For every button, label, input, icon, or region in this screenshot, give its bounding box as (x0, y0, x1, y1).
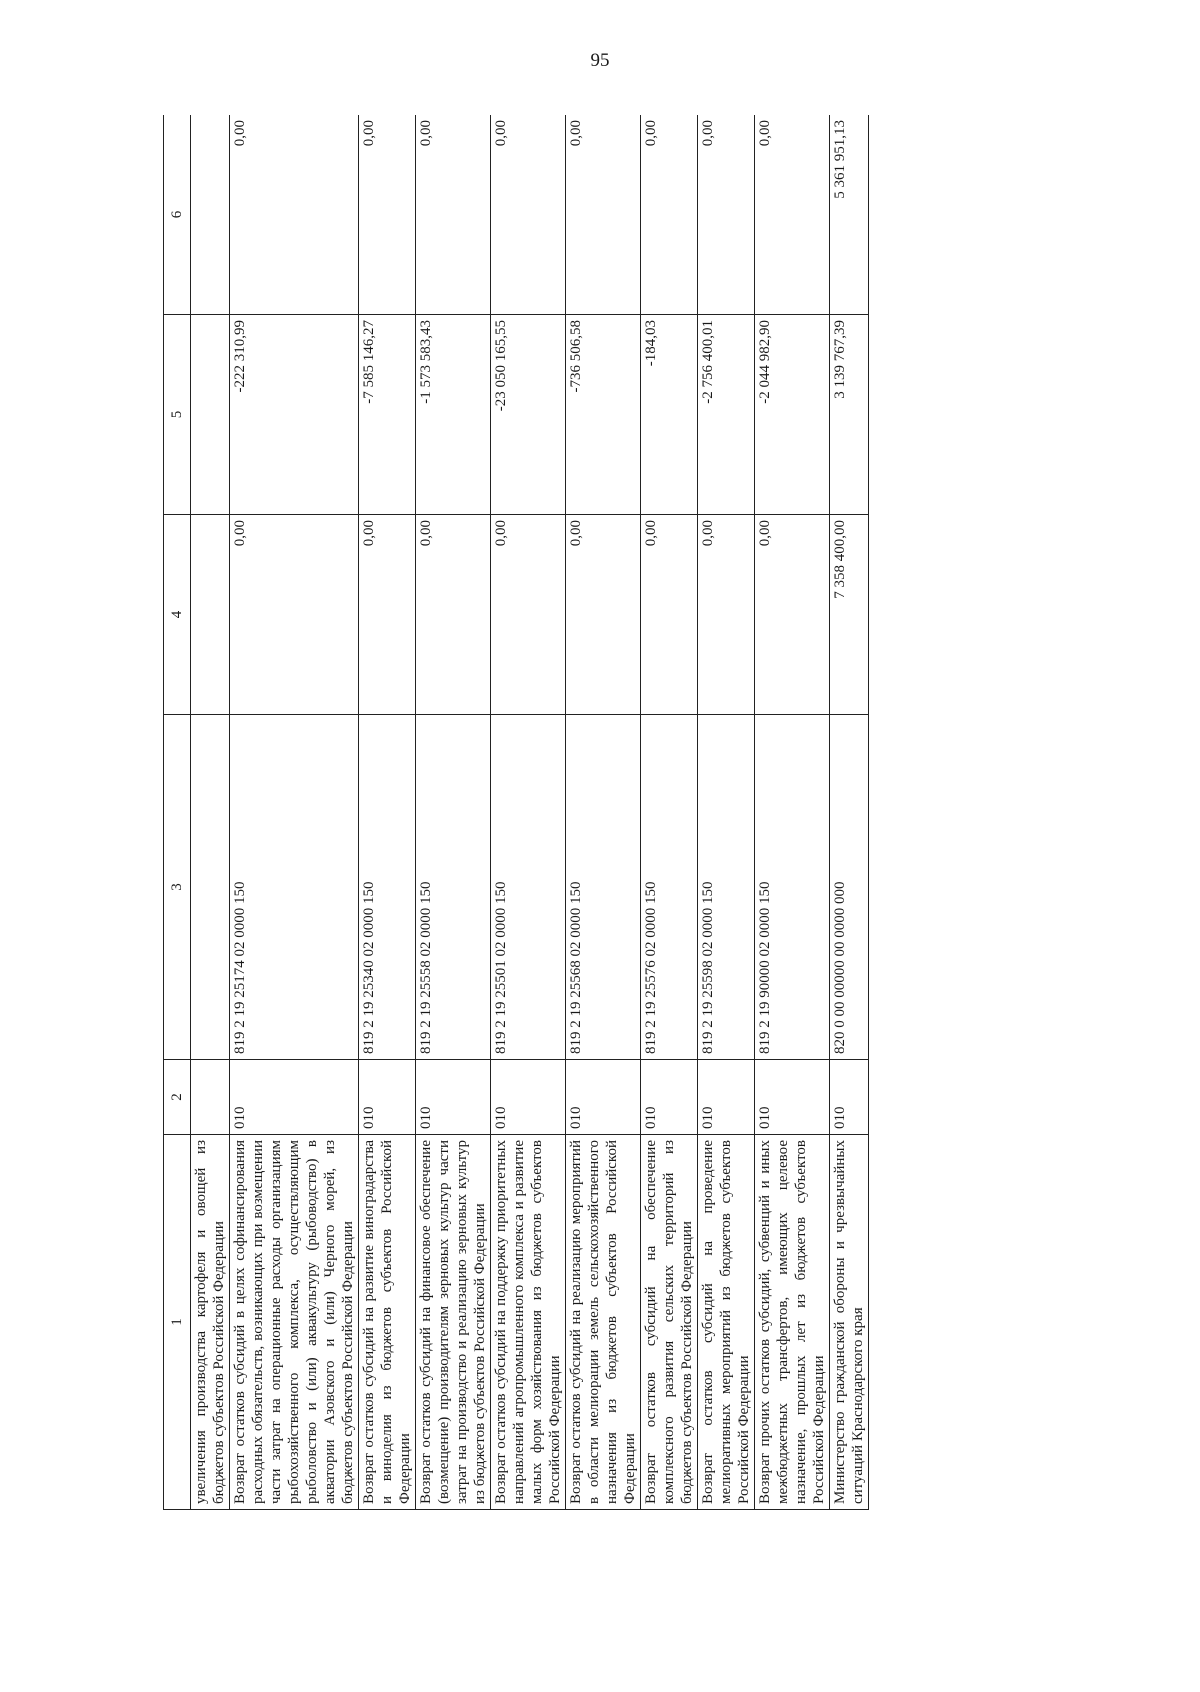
row-line-code (191, 1060, 230, 1135)
row-col5: -1 573 583,43 (416, 315, 491, 515)
row-line-code: 010 (416, 1060, 491, 1135)
row-budget-code: 819 2 19 90000 02 0000 150 (755, 715, 830, 1060)
row-line-code: 010 (359, 1060, 416, 1135)
page-number: 95 (590, 50, 610, 71)
row-budget-code: 819 2 19 25568 02 0000 150 (566, 715, 641, 1060)
table-row (491, 115, 566, 1510)
rotated-table-frame (163, 115, 1048, 1510)
row-col6: 0,00 (641, 115, 698, 315)
row-budget-code: 819 2 19 25174 02 0000 150 (230, 715, 359, 1060)
row-col6: 5 361 951,13 (830, 115, 869, 315)
table-row (416, 115, 491, 1510)
row-col4: 0,00 (641, 515, 698, 715)
row-col5: -23 050 165,55 (491, 315, 566, 515)
row-col5: -222 310,99 (230, 315, 359, 515)
row-description: Возврат прочих остатков субсидий, субвенций и иных межбюджетных трансфертов, имеющих целевое назначение, прошлых лет из бюджетов субъектов Российской Федерации (755, 1135, 830, 1510)
row-col5 (191, 315, 230, 515)
row-col6: 0,00 (491, 115, 566, 315)
table-row (230, 115, 359, 1510)
row-description: Возврат остатков субсидий на финансовое обеспечение (возмещение) производителям зерновых культур части затрат на производство и реализацию зерновых культур из бюджетов субъектов Российской Федерации (416, 1135, 491, 1510)
table-row (641, 115, 698, 1510)
row-line-code: 010 (566, 1060, 641, 1135)
table-row (698, 115, 755, 1510)
row-col4: 0,00 (698, 515, 755, 715)
row-line-code: 010 (698, 1060, 755, 1135)
row-description: Возврат остатков субсидий на поддержку приоритетных направлений агропромышленного комплекса и развитие малых форм хозяйствования из бюджетов субъектов Российской Федерации (491, 1135, 566, 1510)
header-row (164, 115, 191, 1510)
row-col4: 7 358 400,00 (830, 515, 869, 715)
row-col6: 0,00 (230, 115, 359, 315)
row-col4: 0,00 (491, 515, 566, 715)
row-line-code: 010 (491, 1060, 566, 1135)
row-budget-code: 820 0 00 00000 00 0000 000 (830, 715, 869, 1060)
row-description: Возврат остатков субсидий в целях софинансирования расходных обязательств, возникающих при возмещении части затрат на операционные расходы организациям рыбохозяйственного комплекса, осуществляющим рыболовство и (или) аквакультуру (рыбоводство) в акватории Азовского и (или) Черного морей, из бюджетов субъектов Российской Федерации (230, 1135, 359, 1510)
row-col4 (191, 515, 230, 715)
row-col4: 0,00 (359, 515, 416, 715)
row-line-code: 010 (755, 1060, 830, 1135)
row-description: Возврат остатков субсидий на проведение мелиоративных мероприятий из бюджетов субъектов Российской Федерации (698, 1135, 755, 1510)
row-budget-code (191, 715, 230, 1060)
header-col-6: 6 (164, 115, 191, 315)
row-col4: 0,00 (755, 515, 830, 715)
row-budget-code: 819 2 19 25558 02 0000 150 (416, 715, 491, 1060)
row-col5: -184,03 (641, 315, 698, 515)
row-col4: 0,00 (416, 515, 491, 715)
rotated-table-content (163, 115, 1048, 1510)
row-col6: 0,00 (416, 115, 491, 315)
row-budget-code: 819 2 19 25501 02 0000 150 (491, 715, 566, 1060)
row-col5: 3 139 767,39 (830, 315, 869, 515)
row-line-code: 010 (830, 1060, 869, 1135)
row-col6: 0,00 (755, 115, 830, 315)
row-col6: 0,00 (698, 115, 755, 315)
row-budget-code: 819 2 19 25576 02 0000 150 (641, 715, 698, 1060)
row-line-code: 010 (230, 1060, 359, 1135)
row-col4: 0,00 (230, 515, 359, 715)
row-description: Возврат остатков субсидий на обеспечение комплексного развития сельских территорий из бюджетов субъектов Российской Федерации (641, 1135, 698, 1510)
row-budget-code: 819 2 19 25340 02 0000 150 (359, 715, 416, 1060)
table-row (359, 115, 416, 1510)
row-col4: 0,00 (566, 515, 641, 715)
row-col5: -7 585 146,27 (359, 315, 416, 515)
table-row (755, 115, 830, 1510)
row-description: увеличения производства картофеля и овощей из бюджетов субъектов Российской Федерации (191, 1135, 230, 1510)
revenue-table (163, 115, 869, 1510)
row-col6: 0,00 (566, 115, 641, 315)
row-col6: 0,00 (359, 115, 416, 315)
header-col-3: 3 (164, 715, 191, 1060)
row-line-code: 010 (641, 1060, 698, 1135)
table-row-continuation (191, 115, 230, 1510)
row-col6 (191, 115, 230, 315)
row-description: Возврат остатков субсидий на реализацию мероприятий в области мелиорации земель сельскохозяйственного назначения из бюджетов субъектов Российской Федерации (566, 1135, 641, 1510)
row-budget-code: 819 2 19 25598 02 0000 150 (698, 715, 755, 1060)
row-description: Возврат остатков субсидий на развитие виноградарства и виноделия из бюджетов субъектов Российской Федерации (359, 1135, 416, 1510)
header-col-4: 4 (164, 515, 191, 715)
table-row (566, 115, 641, 1510)
header-col-5: 5 (164, 315, 191, 515)
row-col5: -2 044 982,90 (755, 315, 830, 515)
row-col5: -736 506,58 (566, 315, 641, 515)
header-col-2: 2 (164, 1060, 191, 1135)
row-col5: -2 756 400,01 (698, 315, 755, 515)
table-row (830, 115, 869, 1510)
row-description: Министерство гражданской обороны и чрезвычайных ситуаций Краснодарского края (830, 1135, 869, 1510)
header-col-1: 1 (164, 1135, 191, 1510)
